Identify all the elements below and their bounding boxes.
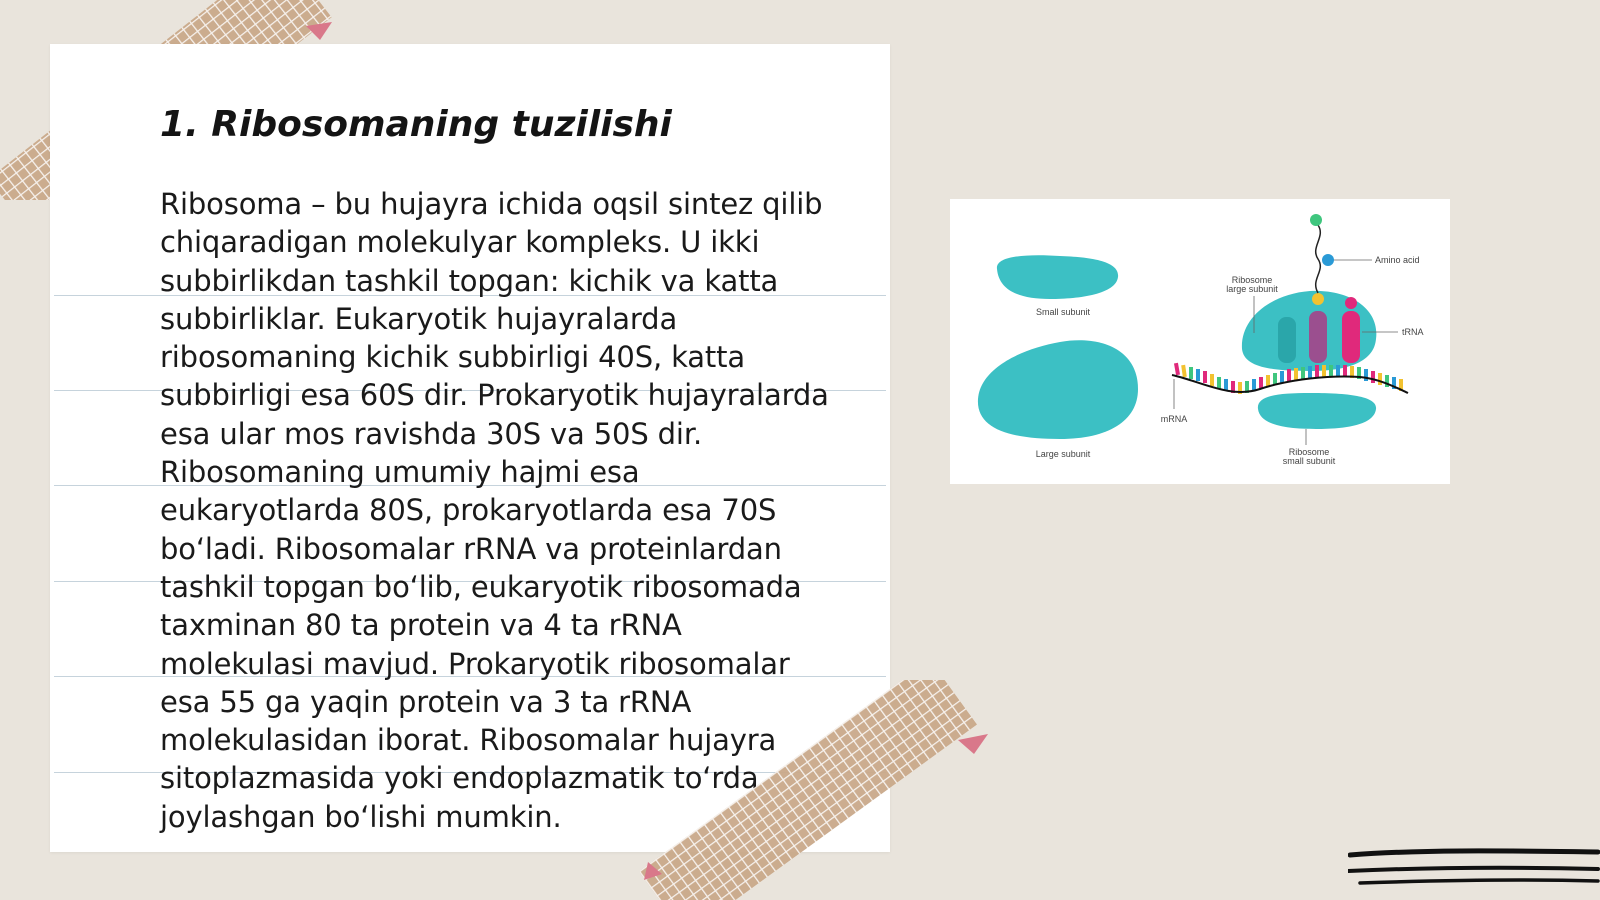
decorative-strokes	[1348, 843, 1600, 888]
ribosome-small-label-line2: small subunit	[1282, 456, 1336, 466]
large-subunit-label: Large subunit	[1035, 449, 1091, 459]
trna-label: tRNA	[1402, 327, 1424, 337]
large-subunit-shape	[978, 340, 1138, 439]
trna-pink	[1342, 311, 1360, 363]
ribosome-diagram	[950, 199, 1450, 484]
trna-purple	[1309, 311, 1327, 363]
ribosome-small-subunit	[1258, 393, 1376, 429]
ribosome-small-label-line1: Ribosome	[1288, 447, 1330, 457]
ribosome-large-label-line2: large subunit	[1226, 284, 1278, 294]
washi-tape-bottom	[640, 680, 1000, 900]
small-subunit-label: Small subunit	[1035, 307, 1091, 317]
mrna-label: mRNA	[1160, 414, 1188, 424]
small-subunit-shape	[997, 255, 1118, 299]
slide-title: 1. Ribosomaning tuzilishi	[160, 104, 672, 145]
slide-body-text: Ribosoma – bu hujayra ichida oqsil sintez qilib chiqaradigan molekulyar kompleks. U ikki subbirlikdan tashkil topgan: kichik va katta subbirliklar. Eukaryotik hujayralarda ribosomaning kichik subbirligi 40S, katta subbirligi esa 60S dir. Prokaryotik hujayralarda esa ular mos ravishda 30S va 50S dir. Ribosomaning umumiy hajmi esa eukaryotlarda 80S, prokaryotlarda esa 70S bo‘ladi. Ribosomalar rRNA va proteinlardan tashkil topgan bo‘lib, eukaryotik ribosomada taxminan 80 ta protein va 4 ta rRNA molekulasi mavjud. Prokaryotik ribosomalar esa 55 ga yaqin protein va 3 ta rRNA molekulasidan iborat. Ribosomalar hujayra sitoplazmasida yoki endoplazmatik to‘rda joylashgan bo‘lishi mumkin.	[160, 187, 829, 834]
ribosome-large-label-line1: Ribosome	[1231, 275, 1273, 285]
amino-acid-label: Amino acid	[1375, 255, 1420, 265]
trna-teal	[1278, 317, 1296, 363]
